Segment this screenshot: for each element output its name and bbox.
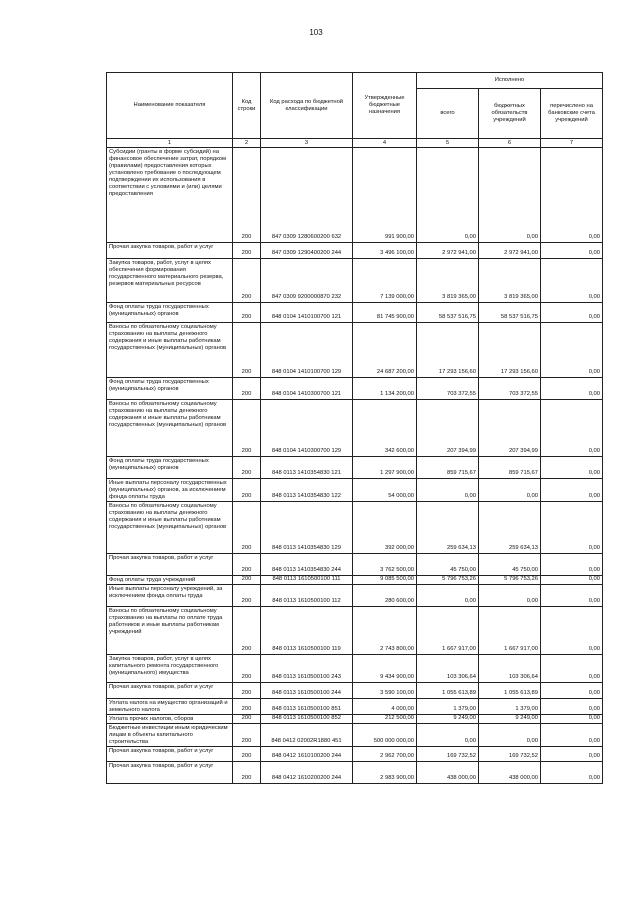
cell-transferred: 0,00	[541, 457, 603, 479]
column-number: 1	[107, 139, 233, 148]
cell-line: 200	[233, 714, 261, 723]
cell-transferred: 0,00	[541, 553, 603, 575]
cell-line: 200	[233, 761, 261, 783]
header-executed: Исполнено	[417, 73, 603, 89]
cell-code: 848 0104 1410100700 129	[261, 323, 353, 378]
cell-transferred: 0,00	[541, 501, 603, 553]
cell-name: Прочая закупка товаров, работ и услуг	[107, 761, 233, 783]
cell-approved: 24 687 200,00	[353, 323, 417, 378]
cell-approved: 9 085 500,00	[353, 575, 417, 584]
cell-total: 2 972 941,00	[417, 243, 479, 259]
cell-approved: 212 500,00	[353, 714, 417, 723]
cell-line: 200	[233, 746, 261, 761]
cell-code: 847 0309 1280600200 632	[261, 148, 353, 243]
table-row	[107, 575, 603, 584]
cell-code: 848 0104 1410100700 121	[261, 303, 353, 323]
cell-institutions: 859 715,67	[479, 457, 541, 479]
page-number: 103	[309, 28, 323, 37]
cell-transferred: 0,00	[541, 259, 603, 303]
cell-name: Иные выплаты персоналу учреждений, за исключением фонда оплаты труда	[107, 584, 233, 606]
cell-line: 200	[233, 501, 261, 553]
cell-institutions: 5 796 753,26	[479, 575, 541, 584]
cell-transferred: 0,00	[541, 400, 603, 457]
cell-transferred: 0,00	[541, 303, 603, 323]
cell-name: Уплата налога на имущество организаций и земельного налога	[107, 698, 233, 714]
table-row	[107, 243, 603, 259]
column-number: 4	[353, 139, 417, 148]
cell-line: 200	[233, 400, 261, 457]
cell-line: 200	[233, 723, 261, 746]
cell-institutions: 1 667 917,00	[479, 606, 541, 654]
cell-approved: 2 962 700,00	[353, 746, 417, 761]
cell-name: Субсидии (гранты в форме субсидий) на финансовое обеспечение затрат, порядком (правилами) предоставления которых установлено требование о последующем подтверждении их использования в соответствии с условиями и (или) целями предоставления	[107, 148, 233, 243]
cell-transferred: 0,00	[541, 698, 603, 714]
cell-total: 1 055 613,89	[417, 682, 479, 698]
cell-transferred: 0,00	[541, 378, 603, 400]
header-approved: Утвержденные бюджетные назначения	[353, 73, 417, 139]
cell-line: 200	[233, 323, 261, 378]
table-row	[107, 479, 603, 502]
cell-line: 200	[233, 698, 261, 714]
table-row	[107, 584, 603, 606]
table-row	[107, 654, 603, 682]
cell-approved: 342 600,00	[353, 400, 417, 457]
cell-total: 5 796 753,26	[417, 575, 479, 584]
table-row	[107, 682, 603, 698]
cell-line: 200	[233, 148, 261, 243]
cell-total: 259 634,13	[417, 501, 479, 553]
cell-approved: 392 000,00	[353, 501, 417, 553]
cell-institutions: 0,00	[479, 584, 541, 606]
cell-total: 207 394,99	[417, 400, 479, 457]
cell-transferred: 0,00	[541, 243, 603, 259]
header-total: всего	[417, 89, 479, 139]
cell-approved: 81 745 900,00	[353, 303, 417, 323]
cell-code: 848 0113 1610500100 244	[261, 682, 353, 698]
cell-total: 58 537 516,75	[417, 303, 479, 323]
cell-code: 847 0309 9200000870 232	[261, 259, 353, 303]
cell-approved: 280 600,00	[353, 584, 417, 606]
cell-approved: 2 983 900,00	[353, 761, 417, 783]
cell-name: Прочая закупка товаров, работ и услуг	[107, 243, 233, 259]
cell-line: 200	[233, 243, 261, 259]
cell-total: 0,00	[417, 479, 479, 502]
cell-total: 17 293 156,60	[417, 323, 479, 378]
table-row	[107, 303, 603, 323]
table-row	[107, 723, 603, 746]
column-number: 7	[541, 139, 603, 148]
table-row	[107, 378, 603, 400]
cell-institutions: 17 293 156,60	[479, 323, 541, 378]
cell-total: 1 379,00	[417, 698, 479, 714]
cell-institutions: 438 000,00	[479, 761, 541, 783]
cell-name: Взносы по обязательному социальному страхованию на выплаты денежного содержания и иные выплаты работникам государственных (муниципальных) органов	[107, 400, 233, 457]
cell-name: Закупка товаров, работ, услуг в целях обеспечения формирования государственного материального резерва, резервов материальных ресурсов	[107, 259, 233, 303]
cell-institutions: 9 249,00	[479, 714, 541, 723]
cell-approved: 2 743 800,00	[353, 606, 417, 654]
cell-code: 848 0412 1610100200 244	[261, 746, 353, 761]
cell-name: Фонд оплаты труда государственных (муниципальных) органов	[107, 303, 233, 323]
cell-total: 0,00	[417, 584, 479, 606]
header-name: Наименование показателя	[107, 73, 233, 139]
cell-line: 200	[233, 606, 261, 654]
cell-total: 0,00	[417, 148, 479, 243]
cell-name: Фонд оплаты труда учреждений	[107, 575, 233, 584]
cell-code: 848 0113 1610500100 852	[261, 714, 353, 723]
table-row	[107, 148, 603, 243]
cell-approved: 991 900,00	[353, 148, 417, 243]
cell-code: 848 0113 1610500100 851	[261, 698, 353, 714]
cell-line: 200	[233, 584, 261, 606]
cell-code: 848 0412 02002R1880 451	[261, 723, 353, 746]
header-transferred: перечислено на банковские счета учреждений	[541, 89, 603, 139]
cell-transferred: 0,00	[541, 654, 603, 682]
column-number: 3	[261, 139, 353, 148]
cell-institutions: 58 537 516,75	[479, 303, 541, 323]
cell-transferred: 0,00	[541, 723, 603, 746]
cell-approved: 3 590 100,00	[353, 682, 417, 698]
cell-name: Фонд оплаты труда государственных (муниципальных) органов	[107, 378, 233, 400]
cell-transferred: 0,00	[541, 682, 603, 698]
cell-institutions: 3 819 365,00	[479, 259, 541, 303]
cell-line: 200	[233, 553, 261, 575]
table-row	[107, 714, 603, 723]
cell-transferred: 0,00	[541, 479, 603, 502]
cell-code: 848 0113 1610500100 112	[261, 584, 353, 606]
cell-total: 1 667 917,00	[417, 606, 479, 654]
table-row	[107, 553, 603, 575]
cell-line: 200	[233, 259, 261, 303]
cell-total: 45 750,00	[417, 553, 479, 575]
cell-institutions: 703 372,55	[479, 378, 541, 400]
cell-code: 848 0412 1610200200 244	[261, 761, 353, 783]
cell-institutions: 0,00	[479, 148, 541, 243]
cell-total: 3 819 365,00	[417, 259, 479, 303]
cell-code: 848 0113 1410354830 121	[261, 457, 353, 479]
cell-code: 848 0113 1610500100 243	[261, 654, 353, 682]
cell-code: 848 0113 1610500100 111	[261, 575, 353, 584]
cell-approved: 3 496 100,00	[353, 243, 417, 259]
cell-line: 200	[233, 575, 261, 584]
cell-transferred: 0,00	[541, 575, 603, 584]
cell-approved: 9 434 900,00	[353, 654, 417, 682]
cell-name: Прочая закупка товаров, работ и услуг	[107, 746, 233, 761]
table-row	[107, 761, 603, 783]
column-number: 6	[479, 139, 541, 148]
cell-name: Бюджетные инвестиции иным юридическим лицам в объекты капитального строительства	[107, 723, 233, 746]
cell-approved: 500 000 000,00	[353, 723, 417, 746]
cell-code: 848 0113 1610500100 119	[261, 606, 353, 654]
cell-code: 848 0113 1410354830 129	[261, 501, 353, 553]
cell-line: 200	[233, 378, 261, 400]
cell-total: 169 732,52	[417, 746, 479, 761]
cell-line: 200	[233, 479, 261, 502]
cell-total: 103 306,64	[417, 654, 479, 682]
table-body	[107, 148, 603, 784]
cell-transferred: 0,00	[541, 606, 603, 654]
cell-institutions: 1 055 613,89	[479, 682, 541, 698]
cell-approved: 4 000,00	[353, 698, 417, 714]
cell-total: 438 000,00	[417, 761, 479, 783]
cell-institutions: 207 394,99	[479, 400, 541, 457]
cell-transferred: 0,00	[541, 746, 603, 761]
cell-code: 847 0309 1290400200 244	[261, 243, 353, 259]
column-numbers-row	[107, 139, 603, 148]
cell-institutions: 1 379,00	[479, 698, 541, 714]
cell-transferred: 0,00	[541, 761, 603, 783]
cell-line: 200	[233, 682, 261, 698]
cell-name: Уплата прочих налогов, сборов	[107, 714, 233, 723]
cell-name: Фонд оплаты труда государственных (муниципальных) органов	[107, 457, 233, 479]
cell-code: 848 0104 1410300700 129	[261, 400, 353, 457]
table-row	[107, 400, 603, 457]
cell-transferred: 0,00	[541, 714, 603, 723]
table-row	[107, 259, 603, 303]
column-number: 2	[233, 139, 261, 148]
cell-name: Взносы по обязательному социальному страхованию на выплаты денежного содержания и иные выплаты работникам государственных (муниципальных) органов	[107, 323, 233, 378]
cell-line: 200	[233, 654, 261, 682]
column-number: 5	[417, 139, 479, 148]
cell-institutions: 103 306,64	[479, 654, 541, 682]
table-row	[107, 746, 603, 761]
cell-institutions: 2 972 941,00	[479, 243, 541, 259]
cell-code: 848 0113 1410354830 244	[261, 553, 353, 575]
cell-line: 200	[233, 303, 261, 323]
cell-code: 848 0113 1410354830 122	[261, 479, 353, 502]
cell-name: Иные выплаты персоналу государственных (муниципальных) органов, за исключением фонда оплаты труда	[107, 479, 233, 502]
cell-transferred: 0,00	[541, 148, 603, 243]
cell-institutions: 45 750,00	[479, 553, 541, 575]
cell-approved: 54 000,00	[353, 479, 417, 502]
cell-name: Взносы по обязательному социальному страхованию на выплаты денежного содержания и иные выплаты работникам государственных (муниципальных) органов	[107, 501, 233, 553]
table-row	[107, 698, 603, 714]
table-row	[107, 606, 603, 654]
cell-line: 200	[233, 457, 261, 479]
cell-institutions: 0,00	[479, 723, 541, 746]
header-line-code: Код строки	[233, 73, 261, 139]
cell-approved: 7 139 000,00	[353, 259, 417, 303]
cell-total: 0,00	[417, 723, 479, 746]
header-budget-code: Код расхода по бюджетной классификации	[261, 73, 353, 139]
table-row	[107, 457, 603, 479]
cell-approved: 1 297 900,00	[353, 457, 417, 479]
header-institutions: бюджетных обязательств учреждений	[479, 89, 541, 139]
cell-name: Прочая закупка товаров, работ и услуг	[107, 682, 233, 698]
table-row	[107, 323, 603, 378]
cell-institutions: 0,00	[479, 479, 541, 502]
budget-execution-table	[106, 72, 603, 784]
cell-total: 9 249,00	[417, 714, 479, 723]
cell-approved: 1 134 200,00	[353, 378, 417, 400]
cell-transferred: 0,00	[541, 584, 603, 606]
cell-code: 848 0104 1410300700 121	[261, 378, 353, 400]
cell-approved: 3 762 500,00	[353, 553, 417, 575]
cell-transferred: 0,00	[541, 323, 603, 378]
cell-institutions: 259 634,13	[479, 501, 541, 553]
cell-name: Прочая закупка товаров, работ и услуг	[107, 553, 233, 575]
cell-name: Взносы по обязательному социальному страхованию на выплаты по оплате труда работников и иные выплаты работникам учреждений	[107, 606, 233, 654]
table-row	[107, 501, 603, 553]
cell-total: 703 372,55	[417, 378, 479, 400]
cell-name: Закупка товаров, работ, услуг в целях капитального ремонта государственного (муниципального) имущества	[107, 654, 233, 682]
cell-institutions: 169 732,52	[479, 746, 541, 761]
cell-total: 859 715,67	[417, 457, 479, 479]
